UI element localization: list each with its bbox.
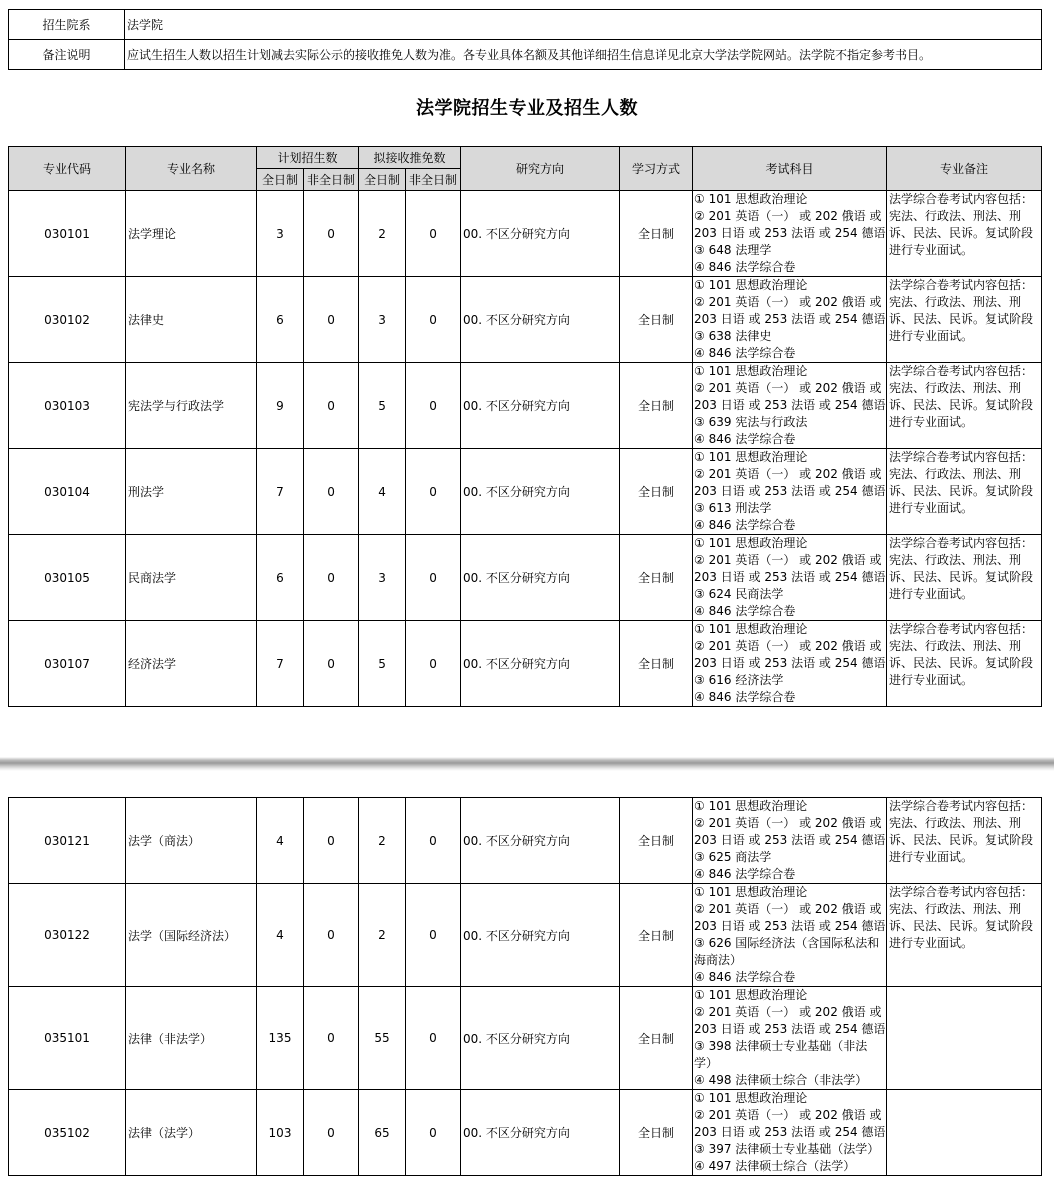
- header-exempt-part: 非全日制: [406, 169, 461, 191]
- table-row: [9, 1090, 1042, 1176]
- major-remarks: 法学综合卷考试内容包括：宪法、行政法、刑法、刑诉、民法、民诉。复试阶段进行专业面试。: [887, 798, 1042, 884]
- research-direction: 00. 不区分研究方向: [461, 621, 620, 707]
- major-name: 法学（国际经济法）: [126, 884, 257, 987]
- major-remarks: [887, 987, 1042, 1090]
- header-subjects: 考试科目: [693, 147, 887, 191]
- exempt-part: 0: [406, 798, 461, 884]
- plan-part: 0: [304, 884, 359, 987]
- study-mode: 全日制: [620, 191, 693, 277]
- exempt-part: 0: [406, 277, 461, 363]
- major-code: 030121: [9, 798, 126, 884]
- page-title: 法学院招生专业及招生人数: [416, 98, 638, 119]
- header-plan-part: 非全日制: [304, 169, 359, 191]
- plan-full: 6: [257, 535, 304, 621]
- exempt-full: 4: [359, 449, 406, 535]
- plan-part: 0: [304, 449, 359, 535]
- header-mode: 学习方式: [620, 147, 693, 191]
- plan-part: 0: [304, 798, 359, 884]
- table-row: [9, 798, 1042, 884]
- exempt-full: 55: [359, 987, 406, 1090]
- info-value: 应试生招生人数以招生计划减去实际公示的接收推免人数为准。各专业具体名额及其他详细招生信息详见北京大学法学院网站。法学院不指定参考书目。: [125, 40, 1042, 70]
- major-remarks: 法学综合卷考试内容包括：宪法、行政法、刑法、刑诉、民法、民诉。复试阶段进行专业面试。: [887, 277, 1042, 363]
- exempt-part: 0: [406, 363, 461, 449]
- major-code: 030105: [9, 535, 126, 621]
- exempt-part: 0: [406, 191, 461, 277]
- study-mode: 全日制: [620, 449, 693, 535]
- majors-table: [8, 146, 1042, 707]
- exempt-part: 0: [406, 1090, 461, 1176]
- plan-part: 0: [304, 1090, 359, 1176]
- major-remarks: 法学综合卷考试内容包括：宪法、行政法、刑法、刑诉、民法、民诉。复试阶段进行专业面试。: [887, 884, 1042, 987]
- major-code: 030122: [9, 884, 126, 987]
- plan-full: 103: [257, 1090, 304, 1176]
- plan-full: 3: [257, 191, 304, 277]
- table-row: [9, 987, 1042, 1090]
- study-mode: 全日制: [620, 987, 693, 1090]
- exempt-full: 65: [359, 1090, 406, 1176]
- exam-subjects: ① 101 思想政治理论 ② 201 英语（一） 或 202 俄语 或 203 日语 或 253 法语 或 254 德语 ③ 639 宪法与行政法 ④ 846 法学综合卷: [693, 363, 887, 449]
- research-direction: 00. 不区分研究方向: [461, 1090, 620, 1176]
- table-row: [9, 277, 1042, 363]
- header-row: [9, 147, 1042, 169]
- plan-part: 0: [304, 535, 359, 621]
- exempt-full: 2: [359, 884, 406, 987]
- research-direction: 00. 不区分研究方向: [461, 987, 620, 1090]
- major-remarks: 法学综合卷考试内容包括：宪法、行政法、刑法、刑诉、民法、民诉。复试阶段进行专业面试。: [887, 363, 1042, 449]
- table-row: [9, 621, 1042, 707]
- major-code: 030107: [9, 621, 126, 707]
- header-name: 专业名称: [126, 147, 257, 191]
- research-direction: 00. 不区分研究方向: [461, 884, 620, 987]
- info-row-notes: [9, 40, 1042, 70]
- exam-subjects: ① 101 思想政治理论 ② 201 英语（一） 或 202 俄语 或 203 日语 或 253 法语 或 254 德语 ③ 638 法律史 ④ 846 法学综合卷: [693, 277, 887, 363]
- table-row: [9, 884, 1042, 987]
- major-code: 035102: [9, 1090, 126, 1176]
- research-direction: 00. 不区分研究方向: [461, 449, 620, 535]
- plan-part: 0: [304, 191, 359, 277]
- majors-table-continued: [8, 797, 1042, 1176]
- exempt-part: 0: [406, 621, 461, 707]
- exempt-full: 5: [359, 363, 406, 449]
- info-label: 备注说明: [9, 40, 125, 70]
- study-mode: 全日制: [620, 277, 693, 363]
- exam-subjects: ① 101 思想政治理论 ② 201 英语（一） 或 202 俄语 或 203 日语 或 253 法语 或 254 德语 ③ 613 刑法学 ④ 846 法学综合卷: [693, 449, 887, 535]
- exam-subjects: ① 101 思想政治理论 ② 201 英语（一） 或 202 俄语 或 203 日语 或 253 法语 或 254 德语 ③ 648 法理学 ④ 846 法学综合卷: [693, 191, 887, 277]
- major-name: 宪法学与行政法学: [126, 363, 257, 449]
- exempt-full: 2: [359, 191, 406, 277]
- table-row: [9, 449, 1042, 535]
- research-direction: 00. 不区分研究方向: [461, 191, 620, 277]
- exempt-full: 2: [359, 798, 406, 884]
- plan-full: 7: [257, 449, 304, 535]
- major-code: 035101: [9, 987, 126, 1090]
- study-mode: 全日制: [620, 884, 693, 987]
- plan-part: 0: [304, 621, 359, 707]
- research-direction: 00. 不区分研究方向: [461, 277, 620, 363]
- table-row: [9, 535, 1042, 621]
- plan-part: 0: [304, 987, 359, 1090]
- exempt-full: 5: [359, 621, 406, 707]
- info-table: [8, 9, 1042, 70]
- major-remarks: 法学综合卷考试内容包括：宪法、行政法、刑法、刑诉、民法、民诉。复试阶段进行专业面试。: [887, 535, 1042, 621]
- major-code: 030101: [9, 191, 126, 277]
- research-direction: 00. 不区分研究方向: [461, 798, 620, 884]
- major-name: 经济法学: [126, 621, 257, 707]
- header-plan-full: 全日制: [257, 169, 304, 191]
- study-mode: 全日制: [620, 1090, 693, 1176]
- research-direction: 00. 不区分研究方向: [461, 363, 620, 449]
- plan-full: 9: [257, 363, 304, 449]
- header-exempt: 拟接收推免数: [359, 147, 461, 169]
- table-row: [9, 363, 1042, 449]
- plan-full: 6: [257, 277, 304, 363]
- exam-subjects: ① 101 思想政治理论 ② 201 英语（一） 或 202 俄语 或 203 日语 或 253 法语 或 254 德语 ③ 398 法律硕士专业基础（非法学） ④ 498 法律硕士综合（非法学）: [693, 987, 887, 1090]
- table-row: [9, 191, 1042, 277]
- major-name: 法律（法学）: [126, 1090, 257, 1176]
- major-code: 030102: [9, 277, 126, 363]
- study-mode: 全日制: [620, 535, 693, 621]
- major-name: 法律史: [126, 277, 257, 363]
- study-mode: 全日制: [620, 363, 693, 449]
- header-exempt-full: 全日制: [359, 169, 406, 191]
- major-name: 民商法学: [126, 535, 257, 621]
- exam-subjects: ① 101 思想政治理论 ② 201 英语（一） 或 202 俄语 或 203 日语 或 253 法语 或 254 德语 ③ 625 商法学 ④ 846 法学综合卷: [693, 798, 887, 884]
- study-mode: 全日制: [620, 621, 693, 707]
- exam-subjects: ① 101 思想政治理论 ② 201 英语（一） 或 202 俄语 或 203 日语 或 253 法语 或 254 德语 ③ 616 经济法学 ④ 846 法学综合卷: [693, 621, 887, 707]
- exam-subjects: ① 101 思想政治理论 ② 201 英语（一） 或 202 俄语 或 203 日语 或 253 法语 或 254 德语 ③ 624 民商法学 ④ 846 法学综合卷: [693, 535, 887, 621]
- major-remarks: 法学综合卷考试内容包括：宪法、行政法、刑法、刑诉、民法、民诉。复试阶段进行专业面试。: [887, 449, 1042, 535]
- major-name: 法学理论: [126, 191, 257, 277]
- major-remarks: 法学综合卷考试内容包括：宪法、行政法、刑法、刑诉、民法、民诉。复试阶段进行专业面试。: [887, 191, 1042, 277]
- major-name: 法学（商法）: [126, 798, 257, 884]
- plan-part: 0: [304, 363, 359, 449]
- page-break: [0, 757, 1054, 771]
- research-direction: 00. 不区分研究方向: [461, 535, 620, 621]
- exempt-full: 3: [359, 535, 406, 621]
- exempt-part: 0: [406, 884, 461, 987]
- header-code: 专业代码: [9, 147, 126, 191]
- major-remarks: 法学综合卷考试内容包括：宪法、行政法、刑法、刑诉、民法、民诉。复试阶段进行专业面试。: [887, 621, 1042, 707]
- exam-subjects: ① 101 思想政治理论 ② 201 英语（一） 或 202 俄语 或 203 日语 或 253 法语 或 254 德语 ③ 397 法律硕士专业基础（法学） ④ 497 法律硕士综合（法学）: [693, 1090, 887, 1176]
- major-name: 刑法学: [126, 449, 257, 535]
- study-mode: 全日制: [620, 798, 693, 884]
- info-value: 法学院: [125, 10, 1042, 40]
- plan-part: 0: [304, 277, 359, 363]
- header-remarks: 专业备注: [887, 147, 1042, 191]
- plan-full: 4: [257, 884, 304, 987]
- major-name: 法律（非法学）: [126, 987, 257, 1090]
- exempt-part: 0: [406, 987, 461, 1090]
- major-code: 030103: [9, 363, 126, 449]
- header-plan: 计划招生数: [257, 147, 359, 169]
- plan-full: 7: [257, 621, 304, 707]
- plan-full: 4: [257, 798, 304, 884]
- header-direction: 研究方向: [461, 147, 620, 191]
- exempt-full: 3: [359, 277, 406, 363]
- exam-subjects: ① 101 思想政治理论 ② 201 英语（一） 或 202 俄语 或 203 日语 或 253 法语 或 254 德语 ③ 626 国际经济法（含国际私法和海商法） ④ 846 法学综合卷: [693, 884, 887, 987]
- plan-full: 135: [257, 987, 304, 1090]
- major-remarks: [887, 1090, 1042, 1176]
- exempt-part: 0: [406, 535, 461, 621]
- exempt-part: 0: [406, 449, 461, 535]
- info-row-department: [9, 10, 1042, 40]
- info-label: 招生院系: [9, 10, 125, 40]
- major-code: 030104: [9, 449, 126, 535]
